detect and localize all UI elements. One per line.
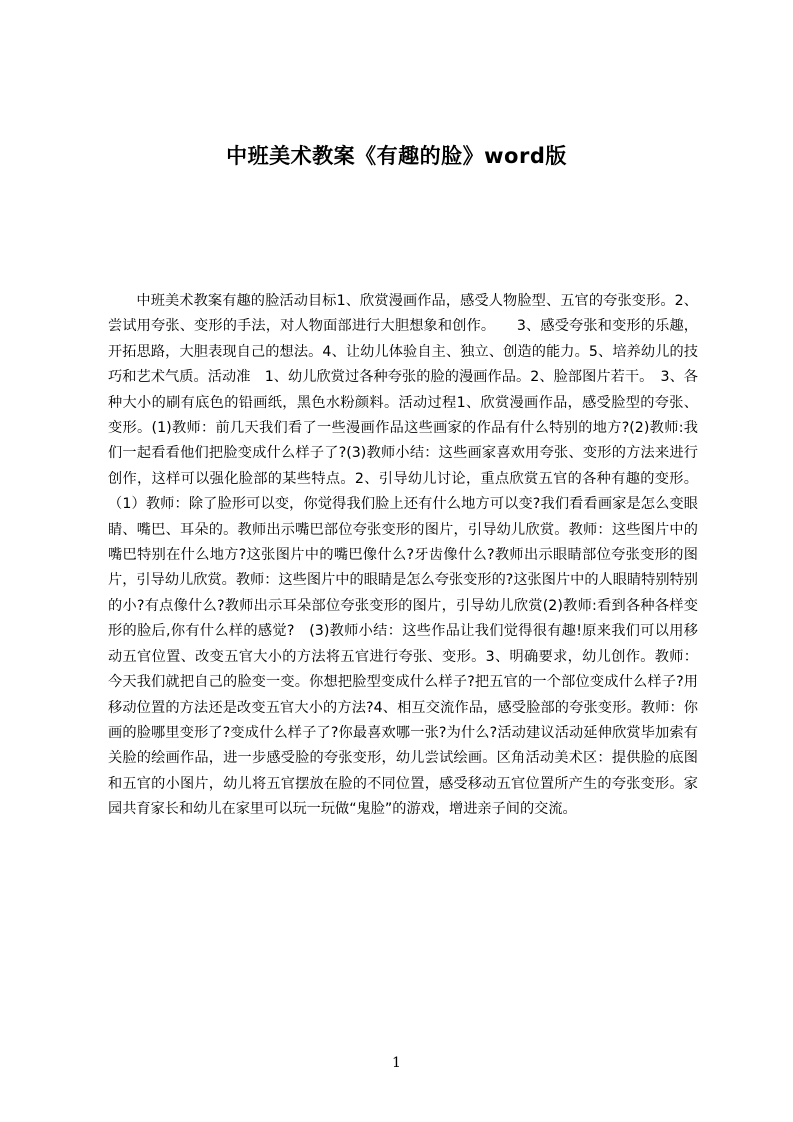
page-number: 1 (392, 1055, 401, 1071)
document-body-paragraph: 中班美术教案有趣的脸活动目标1、欣赏漫画作品，感受人物脸型、五官的夸张变形。2、尝试用夸张、变形的手法，对人物面部进行大胆想象和创作。 3、感受夸张和变形的乐趣，开拓思路，大胆表现自己的想法。4、让幼儿体验自主、独立、创造的能力。5、培养幼儿的技巧和艺术气质。活动准 1、幼儿欣赏过各种夸张的脸的漫画作品。2、脸部图片若干。 3、各种大小的刷有底色的铅画纸，黑色水粉颜料。活动过程1、欣赏漫画作品，感受脸型的夸张、变形。(1)教师：前几天我们看了一些漫画作品这些画家的作品有什么特别的地方?(2)教师:我们一起看看他们把脸变成什么样子了?(3)教师小结：这些画家喜欢用夸张、变形的方法来进行创作，这样可以强化脸部的某些特点。2、引导幼儿讨论，重点欣赏五官的各种有趣的变形。（1）教师：除了脸形可以变，你觉得我们脸上还有什么地方可以变?我们看看画家是怎么变眼睛、嘴巴、耳朵的。教师出示嘴巴部位夸张变形的图片，引导幼儿欣赏。教师：这些图片中的嘴巴特别在什么地方?这张图片中的嘴巴像什么?牙齿像什么?教师出示眼睛部位夸张变形的图片，引导幼儿欣赏。教师：这些图片中的眼睛是怎么夸张变形的?这张图片中的人眼睛特别特别的小?有点像什么?教师出示耳朵部位夸张变形的图片，引导幼儿欣赏(2)教师:看到各种各样变形的脸后,你有什么样的感觉? (3)教师小结：这些作品让我们觉得很有趣!原来我们可以用移动五官位置、改变五官大小的方法将五官进行夸张、变形。3、明确要求，幼儿创作。教师：今天我们就把自己的脸变一变。你想把脸型变成什么样子?把五官的一个部位变成什么样子?用移动位置的方法还是改变五官大小的方法?4、相互交流作品，感受脸部的夸张变形。教师：你画的脸哪里变形了?变成什么样子了?你最喜欢哪一张?为什么?活动建议活动延伸欣赏毕加索有关脸的绘画作品，进一步感受脸的夸张变形，幼儿尝试绘画。区角活动美术区：提供脸的底图和五官的小图片，幼儿将五官摆放在脸的不同位置，感受移动五官位置所产生的夸张变形。家园共育家长和幼儿在家里可以玩一玩做“鬼脸”的游戏，增进亲子间的交流。 (108, 293, 698, 818)
document-title: 中班美术教案《有趣的脸》word版 (226, 144, 567, 168)
